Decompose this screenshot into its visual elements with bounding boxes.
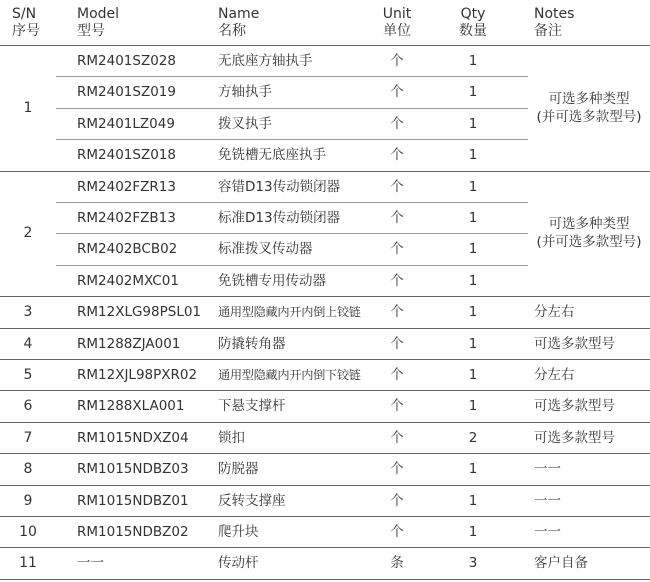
row-sn: 9 xyxy=(23,493,33,509)
qty-cell: 1 xyxy=(468,524,478,540)
name-cell: 方轴执手 xyxy=(218,84,272,100)
model-cell: RM2401SZ018 xyxy=(77,147,176,163)
row-sn: 8 xyxy=(23,461,33,477)
unit-cell: 个 xyxy=(390,116,404,132)
table-row xyxy=(0,428,650,450)
unit-cell: 个 xyxy=(390,53,404,69)
header-unit-cn: 单位 xyxy=(383,23,411,39)
name-cell: 锁扣 xyxy=(218,430,245,446)
header-model-en: Model xyxy=(77,6,120,22)
unit-cell: 个 xyxy=(390,398,404,414)
note-cell: 可选多款型号 xyxy=(534,398,615,414)
name-cell: 无底座方轴执手 xyxy=(218,53,313,69)
unit-cell: 个 xyxy=(390,304,404,320)
row-divider xyxy=(0,328,650,329)
name-cell: 传动杆 xyxy=(218,555,259,571)
note-cell: 可选多款型号 xyxy=(534,430,615,446)
row-divider xyxy=(0,390,650,391)
group-note-line: (并可选多款型号) xyxy=(536,109,642,125)
model-cell: RM2402BCB02 xyxy=(77,241,178,257)
name-cell: 下悬支撑杆 xyxy=(218,398,286,414)
qty-cell: 1 xyxy=(468,84,478,100)
row-divider xyxy=(0,422,650,423)
name-cell: 防脱器 xyxy=(218,461,259,477)
model-cell: RM2402MXC01 xyxy=(77,273,179,289)
model-cell: RM1015NDBZ03 xyxy=(77,461,189,477)
row-divider xyxy=(0,485,650,486)
table-row xyxy=(0,522,650,544)
row-divider xyxy=(0,296,650,297)
header-unit xyxy=(374,6,420,40)
qty-cell: 1 xyxy=(468,336,478,352)
group-sn: 2 xyxy=(23,225,33,241)
group-sn: 1 xyxy=(23,100,33,116)
header-name xyxy=(218,6,259,40)
note-cell: 一一 xyxy=(534,493,561,509)
header-sn xyxy=(12,6,40,40)
name-cell: 防撬转角器 xyxy=(218,336,286,352)
table-row xyxy=(0,302,650,324)
header-notes-cn: 备注 xyxy=(534,23,562,39)
qty-cell: 3 xyxy=(468,555,478,571)
group-note xyxy=(528,90,650,126)
row-divider xyxy=(0,45,650,46)
qty-cell: 1 xyxy=(468,304,478,320)
row-divider xyxy=(0,453,650,454)
name-cell: 免铣槽专用传动器 xyxy=(218,273,326,289)
row-divider xyxy=(56,139,528,140)
unit-cell: 个 xyxy=(390,493,404,509)
unit-cell: 个 xyxy=(390,273,404,289)
model-cell: 一一 xyxy=(77,555,104,571)
qty-cell: 1 xyxy=(468,398,478,414)
row-divider xyxy=(0,171,650,172)
qty-cell: 1 xyxy=(468,179,478,195)
model-cell: RM2402FZR13 xyxy=(77,179,176,195)
row-divider xyxy=(0,579,650,580)
qty-cell: 1 xyxy=(468,210,478,226)
note-cell: 一一 xyxy=(534,524,561,540)
row-divider xyxy=(0,359,650,360)
model-cell: RM1015NDBZ01 xyxy=(77,493,189,509)
unit-cell: 个 xyxy=(390,241,404,257)
row-divider xyxy=(0,547,650,548)
row-sn: 11 xyxy=(19,555,37,571)
model-cell: RM1015NDXZ04 xyxy=(77,430,189,446)
table-row xyxy=(0,491,650,513)
row-divider xyxy=(56,108,528,109)
unit-cell: 个 xyxy=(390,210,404,226)
name-cell: 反转支撑座 xyxy=(218,493,286,509)
unit-cell: 个 xyxy=(390,179,404,195)
model-cell: RM1288ZJA001 xyxy=(77,336,181,352)
group-note xyxy=(528,215,650,251)
header-qty xyxy=(452,6,494,40)
table-row xyxy=(0,365,650,387)
row-divider xyxy=(0,516,650,517)
name-cell: 免铣槽无底座执手 xyxy=(218,147,326,163)
header-qty-cn: 数量 xyxy=(459,23,487,39)
unit-cell: 个 xyxy=(390,524,404,540)
unit-cell: 条 xyxy=(390,555,404,571)
qty-cell: 1 xyxy=(468,53,478,69)
table-row xyxy=(0,145,650,167)
model-cell: RM2401SZ028 xyxy=(77,53,176,69)
table-row xyxy=(0,51,650,73)
name-cell: 标准拨叉传动器 xyxy=(218,241,313,257)
model-cell: RM12XJL98PXR02 xyxy=(77,367,198,383)
note-cell: 客户自备 xyxy=(534,555,588,571)
group-note-line: 可选多种类型 xyxy=(548,91,630,107)
note-cell: 分左右 xyxy=(534,367,575,383)
group-note-line: (并可选多款型号) xyxy=(536,234,642,250)
group-note-line: 可选多种类型 xyxy=(548,216,630,232)
unit-cell: 个 xyxy=(390,84,404,100)
header-qty-en: Qty xyxy=(460,6,486,22)
qty-cell: 2 xyxy=(468,430,478,446)
name-cell: 通用型隐藏内开内倒上铰链 xyxy=(218,305,361,319)
qty-cell: 1 xyxy=(468,273,478,289)
table-row xyxy=(0,271,650,293)
unit-cell: 个 xyxy=(390,336,404,352)
header-name-cn: 名称 xyxy=(218,23,246,39)
header-name-en: Name xyxy=(218,6,260,22)
header-sn-en: S/N xyxy=(12,6,37,22)
qty-cell: 1 xyxy=(468,367,478,383)
header-model xyxy=(77,6,119,40)
table-row xyxy=(0,553,650,575)
name-cell: 容错D13传动锁闭器 xyxy=(218,179,341,195)
header-unit-en: Unit xyxy=(382,6,412,22)
qty-cell: 1 xyxy=(468,147,478,163)
qty-cell: 1 xyxy=(468,493,478,509)
table-row xyxy=(0,459,650,481)
model-cell: RM1288XLA001 xyxy=(77,398,185,414)
note-cell: 可选多款型号 xyxy=(534,336,615,352)
model-cell: RM2401LZ049 xyxy=(77,116,175,132)
row-divider xyxy=(56,233,528,234)
model-cell: RM2402FZB13 xyxy=(77,210,176,226)
qty-cell: 1 xyxy=(468,461,478,477)
note-cell: 分左右 xyxy=(534,304,575,320)
row-sn: 5 xyxy=(23,367,33,383)
table-row xyxy=(0,177,650,199)
table-row xyxy=(0,334,650,356)
name-cell: 通用型隐藏内开内倒下铰链 xyxy=(218,368,361,382)
model-cell: RM12XLG98PSL01 xyxy=(77,304,202,320)
row-sn: 7 xyxy=(23,430,33,446)
row-divider xyxy=(56,202,528,203)
model-cell: RM2401SZ019 xyxy=(77,84,176,100)
row-sn: 10 xyxy=(19,524,37,540)
unit-cell: 个 xyxy=(390,147,404,163)
qty-cell: 1 xyxy=(468,241,478,257)
header-model-cn: 型号 xyxy=(77,23,105,39)
row-sn: 4 xyxy=(23,336,33,352)
header-notes xyxy=(534,6,574,40)
unit-cell: 个 xyxy=(390,461,404,477)
row-divider xyxy=(56,265,528,266)
row-sn: 6 xyxy=(23,398,33,414)
name-cell: 拨叉执手 xyxy=(218,116,272,132)
qty-cell: 1 xyxy=(468,116,478,132)
model-cell: RM1015NDBZ02 xyxy=(77,524,189,540)
unit-cell: 个 xyxy=(390,430,404,446)
row-divider xyxy=(56,76,528,77)
table-row xyxy=(0,396,650,418)
name-cell: 标准D13传动锁闭器 xyxy=(218,210,341,226)
header-notes-en: Notes xyxy=(534,6,575,22)
unit-cell: 个 xyxy=(390,367,404,383)
header-sn-cn: 序号 xyxy=(12,23,40,39)
name-cell: 爬升块 xyxy=(218,524,259,540)
note-cell: 一一 xyxy=(534,461,561,477)
row-sn: 3 xyxy=(23,304,33,320)
